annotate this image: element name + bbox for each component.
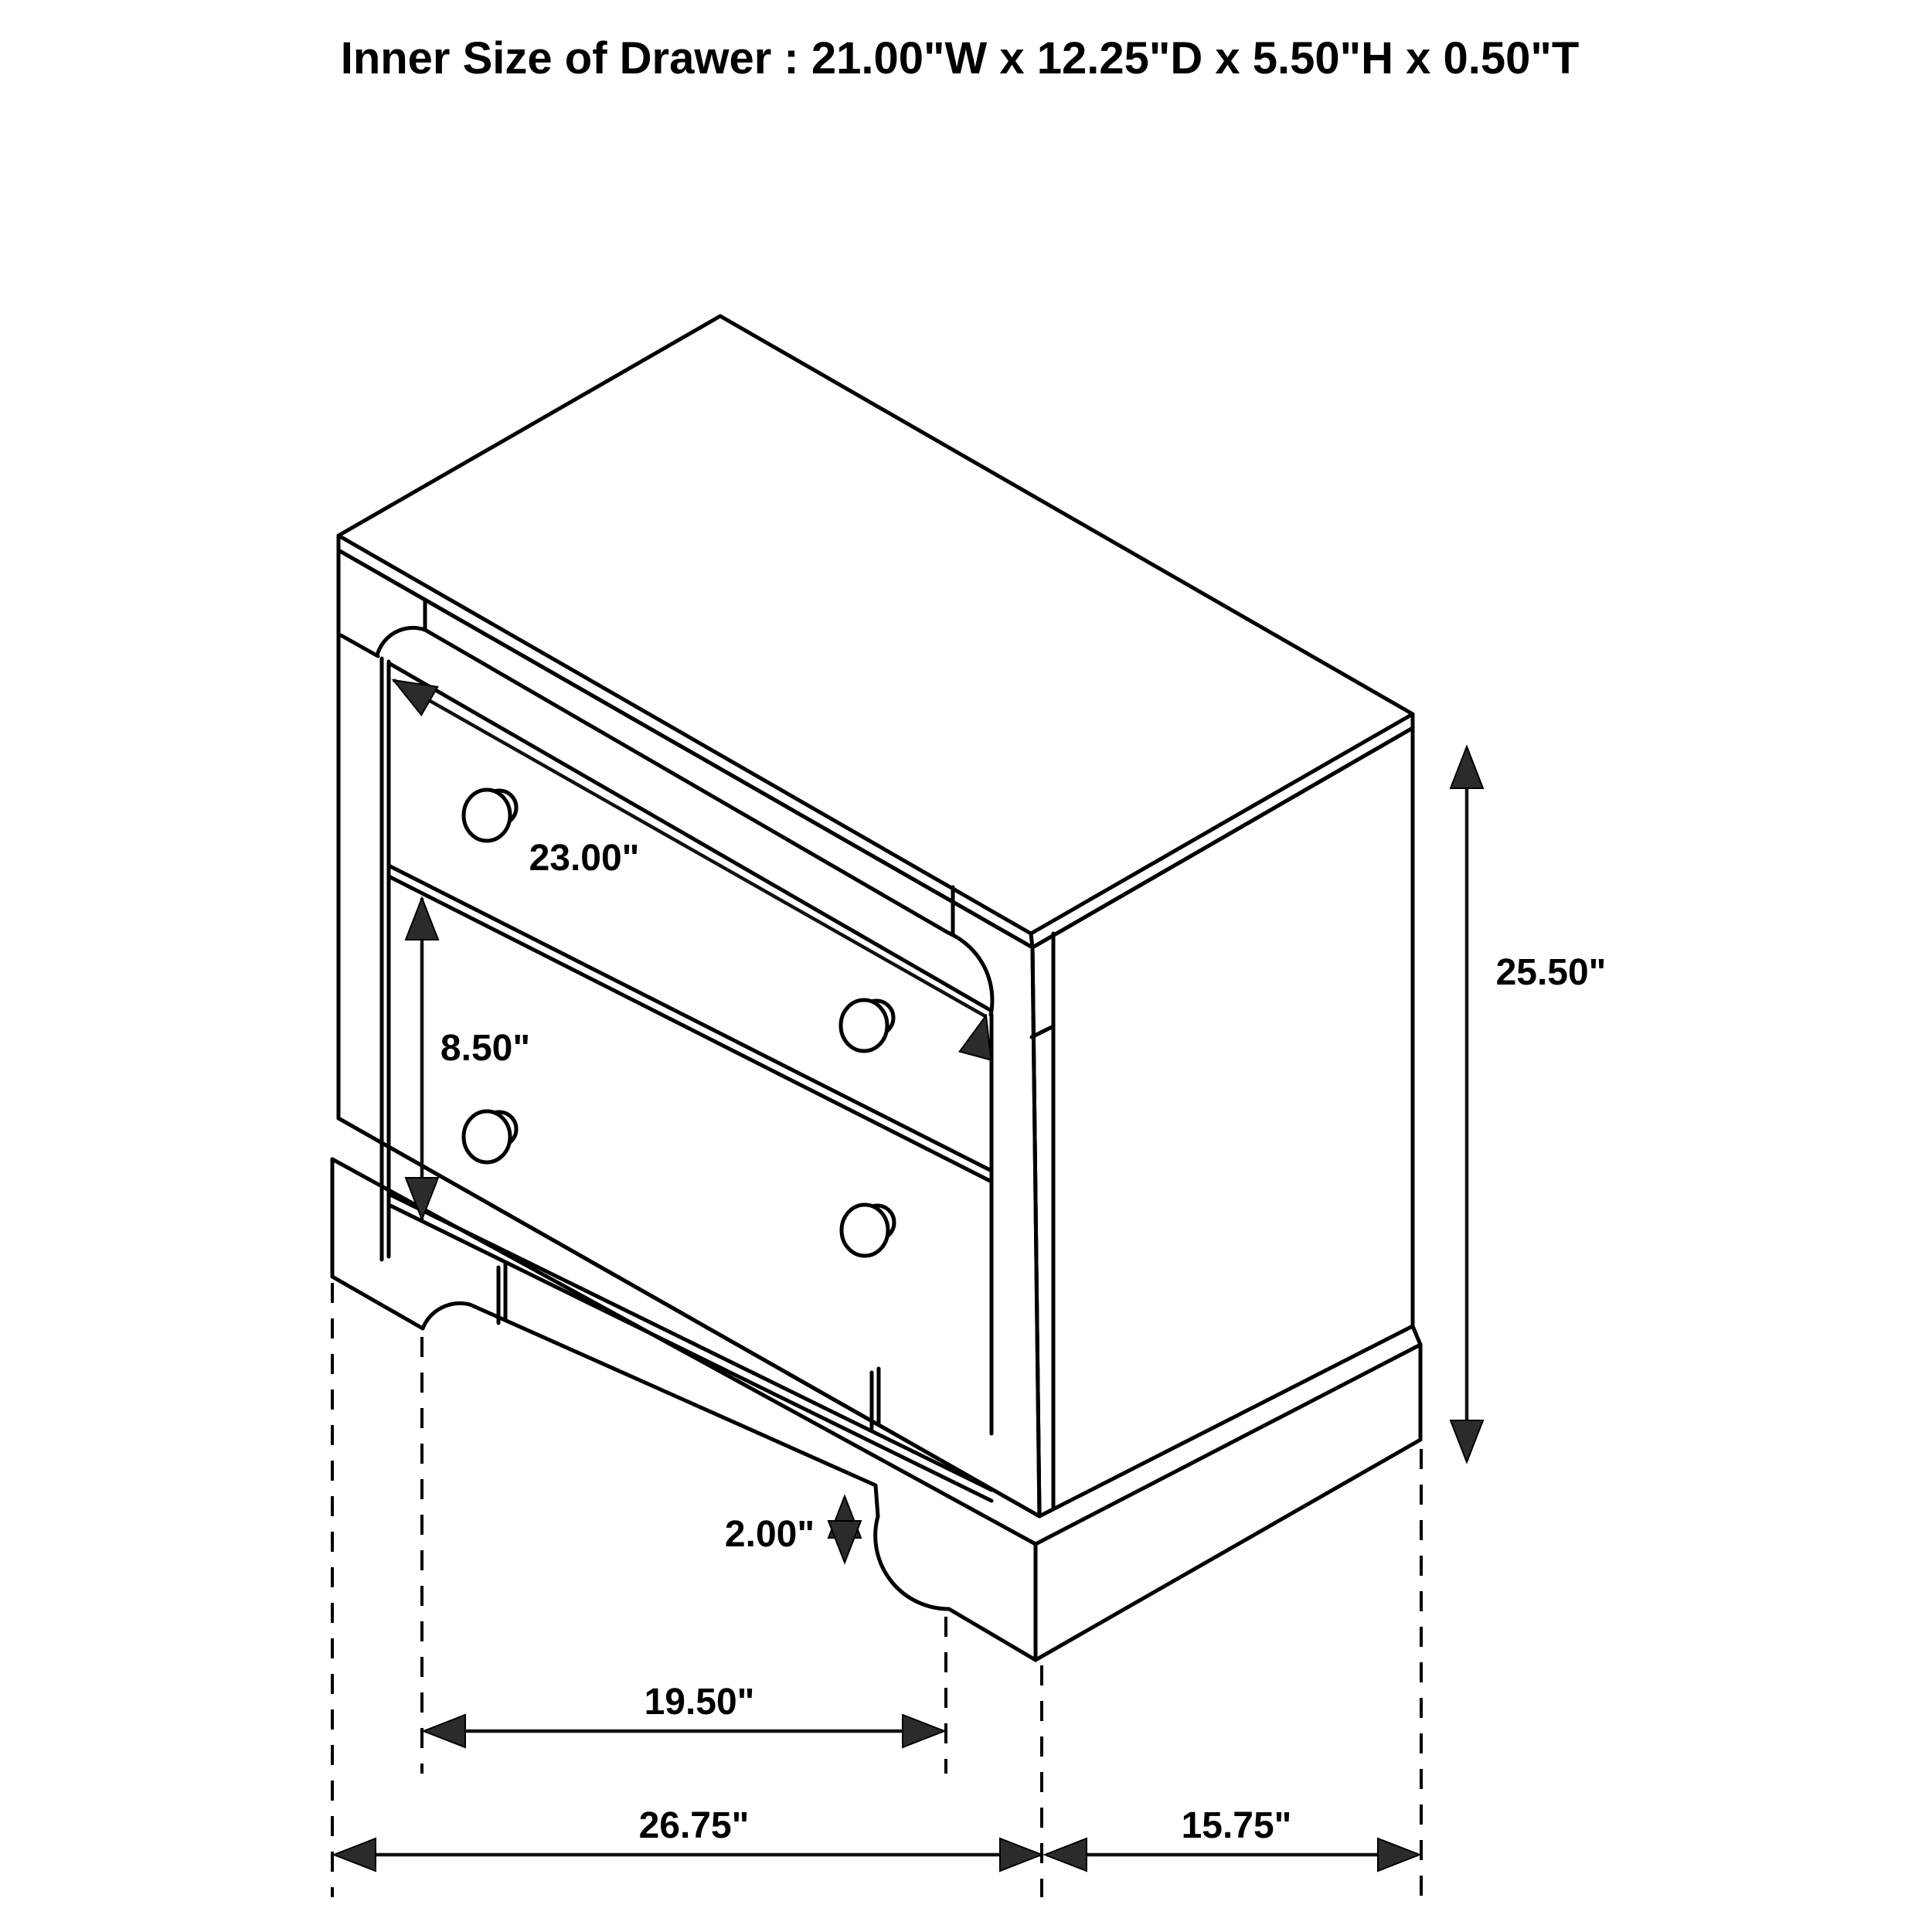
dim-overall-depth xyxy=(1045,1805,1420,1871)
dim-overall-height xyxy=(1451,747,1606,1462)
dim-label-leg-span: 19.50" xyxy=(644,1682,755,1723)
dim-label-overall-height: 25.50" xyxy=(1495,952,1607,993)
dim-label-drawer-opening-width: 23.00" xyxy=(529,838,640,879)
page-title: Inner Size of Drawer : 21.00"W x 12.25"D x 5.50"H x 0.50"T xyxy=(340,33,1580,83)
dim-label-overall-width: 26.75" xyxy=(638,1805,750,1846)
dim-base-clearance xyxy=(725,1496,861,1563)
dim-leg-span xyxy=(423,1682,944,1747)
dim-overall-width xyxy=(334,1805,1042,1871)
dim-label-base-clearance: 2.00" xyxy=(724,1514,815,1555)
dim-label-overall-depth: 15.75" xyxy=(1181,1805,1292,1846)
dim-label-lower-drawer-height: 8.50" xyxy=(440,1028,531,1069)
nightstand-drawing xyxy=(332,316,1420,1660)
